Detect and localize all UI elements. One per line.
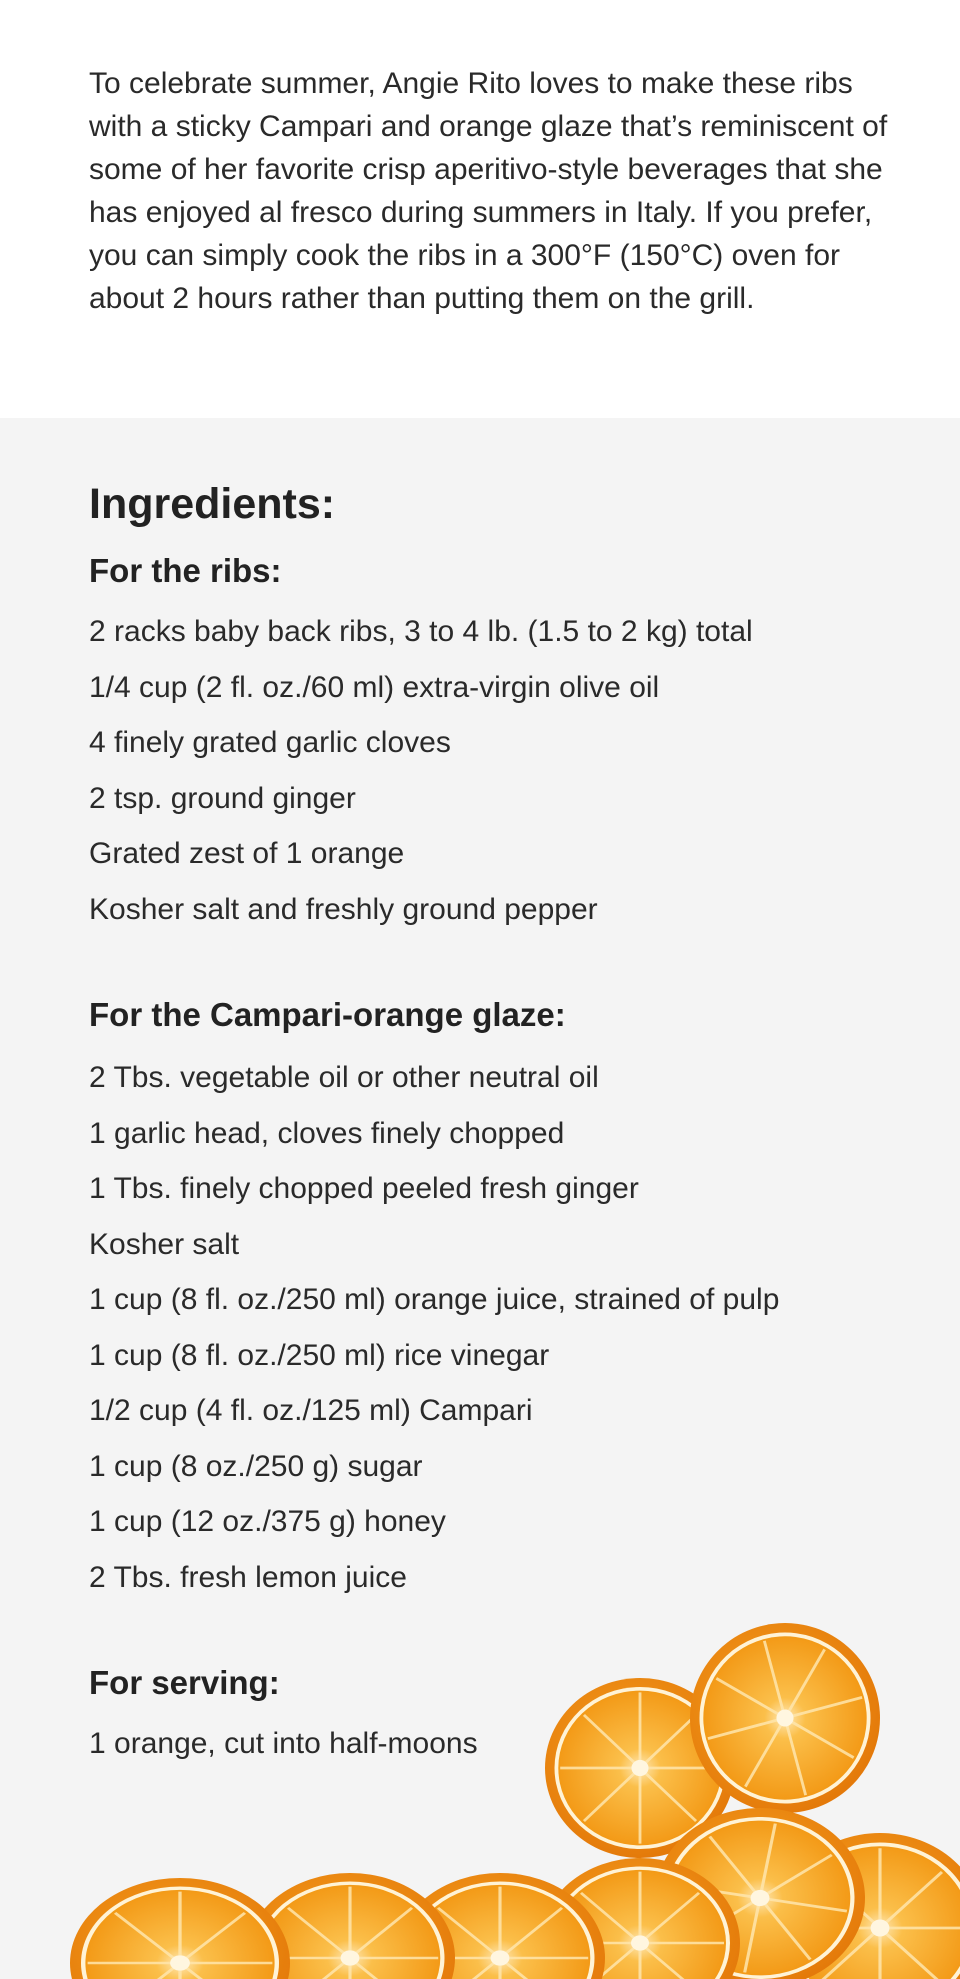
orange-slices-photo: [0, 1598, 960, 1979]
ingredient-list-glaze: [89, 1050, 889, 1605]
list-item: 2 Tbs. vegetable oil or other neutral oil: [89, 1061, 599, 1094]
orange-slice: [70, 1878, 290, 1979]
section-heading-ribs: For the ribs:: [89, 552, 282, 589]
list-item: Grated zest of 1 orange: [89, 837, 405, 870]
list-item: 1/4 cup (2 fl. oz./60 ml) extra-virgin olive oil: [89, 670, 660, 704]
list-item: 1 orange, cut into half-moons: [89, 1727, 478, 1760]
list-item: Kosher salt and freshly ground pepper: [89, 892, 598, 926]
ingredients-heading: Ingredients:: [89, 480, 336, 528]
ingredients-panel: [0, 418, 960, 1979]
list-item: 2 tsp. ground ginger: [89, 781, 356, 815]
list-item: 2 Tbs. fresh lemon juice: [89, 1560, 407, 1594]
list-item: 1 cup (8 fl. oz./250 ml) rice vinegar: [89, 1338, 550, 1372]
section-heading-glaze: For the Campari-orange glaze:: [89, 996, 566, 1033]
list-item: 1 cup (12 oz./375 g) honey: [89, 1505, 446, 1538]
intro-paragraph: To celebrate summer, Angie Rito loves to make these ribs with a sticky Campari and orange glaze that’s reminiscent of some of her favorite crisp aperitivo-style beverages that she has enjoyed al fresco during summers in Italy. If you prefer, you can simply cook the ribs in a 300°F (150°C) oven for about 2 hours rather than putting them on the grill.: [89, 67, 888, 315]
list-item: 1 cup (8 fl. oz./250 ml) orange juice, strained of pulp: [89, 1283, 780, 1316]
list-item: 2 racks baby back ribs, 3 to 4 lb. (1.5 to 2 kg) total: [89, 615, 753, 648]
list-item: 1 Tbs. finely chopped peeled fresh ginger: [89, 1172, 639, 1205]
list-item: 4 finely grated garlic cloves: [89, 726, 451, 759]
section-heading-serving: For serving:: [89, 1664, 280, 1701]
list-item: 1 garlic head, cloves finely chopped: [89, 1116, 565, 1150]
list-item: Kosher salt: [89, 1227, 240, 1261]
ingredient-list-ribs: [89, 604, 889, 937]
list-item: 1 cup (8 oz./250 g) sugar: [89, 1449, 423, 1483]
recipe-intro: [0, 0, 960, 418]
list-item: 1/2 cup (4 fl. oz./125 ml) Campari: [89, 1394, 533, 1427]
